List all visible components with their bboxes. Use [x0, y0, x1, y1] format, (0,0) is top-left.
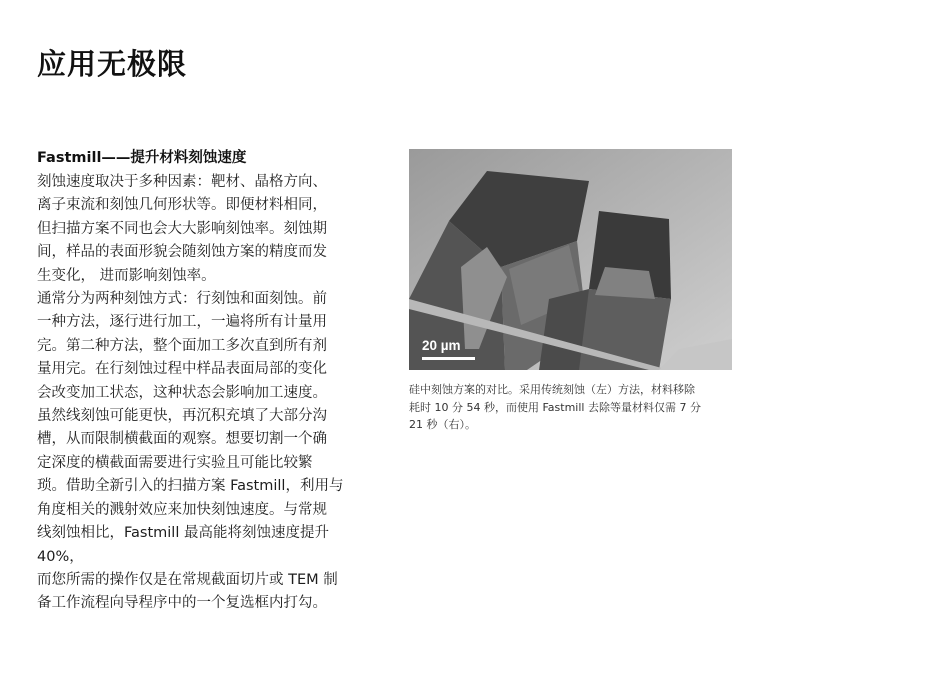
- body-line: 线刻蚀相比，Fastmill 最高能将刻蚀速度提升: [37, 525, 329, 542]
- section-heading: Fastmill——提升材料刻蚀速度: [37, 150, 247, 166]
- body-line: 琐。借助全新引入的扫描方案 Fastmill，利用与: [37, 478, 344, 495]
- body-line: 量用完。在行刻蚀过程中样品表面局部的变化: [37, 361, 327, 378]
- body-line: 通常分为两种刻蚀方式：行刻蚀和面刻蚀。前: [37, 291, 327, 308]
- caption-line: 21 秒（右）。: [409, 418, 476, 431]
- body-line: 完。第二种方法，整个面加工多次直到所有剂: [37, 337, 327, 354]
- scale-bar-label: 20 µm: [422, 338, 461, 353]
- sem-image-graphic: [409, 149, 732, 370]
- body-line: 一种方法，逐行进行加工，一遍将所有计量用: [37, 314, 327, 331]
- scale-bar: [422, 357, 475, 360]
- body-line: 间，样品的表面形貌会随刻蚀方案的精度而发: [37, 244, 327, 261]
- article-body: [37, 148, 367, 616]
- body-line: 生变化， 进而影响刻蚀率。: [37, 267, 216, 284]
- body-line: 但扫描方案不同也会大大影响刻蚀率。刻蚀期: [37, 220, 327, 237]
- figure-caption: [409, 381, 739, 434]
- body-text: [37, 171, 367, 616]
- body-line: 定深度的横截面需要进行实验且可能比较繁: [37, 454, 313, 471]
- body-line: 会改变加工状态，这种状态会影响加工速度。: [37, 384, 327, 401]
- body-line: 离子束流和刻蚀几何形状等。即便材料相同，: [37, 197, 327, 214]
- body-line: 40%，: [37, 548, 84, 565]
- caption-line: 硅中刻蚀方案的对比。采用传统刻蚀（左）方法，材料移除: [409, 383, 695, 396]
- body-line: 槽，从而限制横截面的观察。想要切割一个确: [37, 431, 327, 448]
- body-line: 备工作流程向导程序中的一个复选框内打勾。: [37, 595, 327, 612]
- body-line: 角度相关的溅射效应来加快刻蚀速度。与常规: [37, 501, 327, 518]
- body-line: 而您所需的操作仅是在常规截面切片或 TEM 制: [37, 571, 338, 588]
- caption-line: 耗时 10 分 54 秒，而使用 Fastmill 去除等量材料仅需 7 分: [409, 400, 701, 414]
- page-title: 应用无极限: [37, 47, 188, 81]
- body-line: 刻蚀速度取决于多种因素：靶材、晶格方向、: [37, 174, 327, 190]
- sem-micrograph: [409, 149, 732, 370]
- body-line: 虽然线刻蚀可能更快，再沉积充填了大部分沟: [37, 408, 327, 425]
